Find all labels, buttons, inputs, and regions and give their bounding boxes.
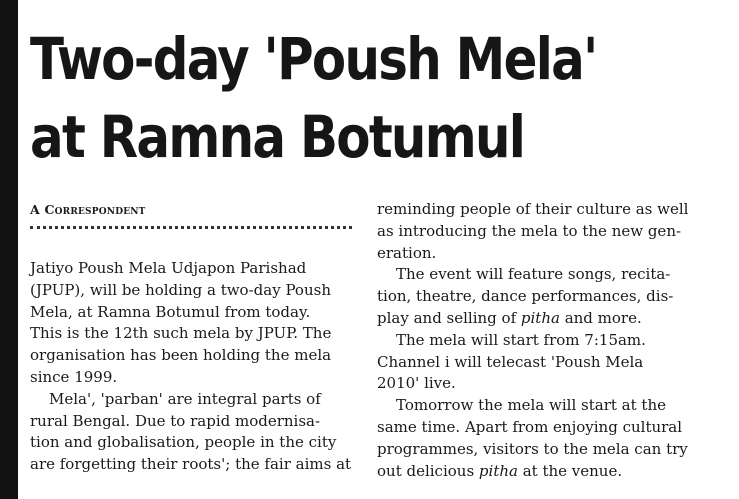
body-text: out delicious xyxy=(377,461,479,480)
body-line: The event will feature songs, recita- xyxy=(396,265,671,284)
body-line: reminding people of their culture as well xyxy=(377,200,689,218)
page-edge-bar xyxy=(0,0,18,499)
body-line: as introducing the mela to the new gen- xyxy=(377,221,682,240)
body-line: Mela', 'parban' are integral parts of xyxy=(49,389,321,408)
body-line: 2010' live. xyxy=(377,374,456,393)
headline-line-2: at Ramna Botumul xyxy=(30,103,525,171)
body-line: are forgetting their roots'; the fair aims at xyxy=(30,455,352,474)
body-line: (JPUP), will be holding a two-day Poush xyxy=(30,280,331,299)
body-line: organisation has been holding the mela xyxy=(30,346,332,365)
emphasis-pitha: pitha xyxy=(520,308,560,327)
emphasis-pitha: pitha xyxy=(478,461,518,480)
headline xyxy=(30,20,632,176)
body-column-left xyxy=(30,258,360,476)
body-text: play and selling of xyxy=(377,308,521,327)
body-line: Tomorrow the mela will start at the xyxy=(396,396,666,415)
body-text: at the venue. xyxy=(517,461,623,480)
body-line: Mela, at Ramna Botumul from today. xyxy=(30,302,311,321)
body-text: and more. xyxy=(559,308,642,327)
body-line: rural Bengal. Due to rapid modernisa- xyxy=(30,411,321,430)
body-line: same time. Apart from enjoying cultural xyxy=(377,417,683,436)
body-line: tion and globalisation, people in the city xyxy=(30,433,337,452)
body-line: since 1999. xyxy=(30,367,118,386)
body-line: Jatiyo Poush Mela Udjapon Parishad xyxy=(30,259,307,277)
headline-line-1: Two-day 'Poush Mela' xyxy=(30,25,597,93)
body-line: The mela will start from 7:15am. xyxy=(396,330,646,349)
body-line: eration. xyxy=(377,243,437,262)
body-line: Channel i will telecast 'Poush Mela xyxy=(377,352,644,371)
dotted-divider xyxy=(30,226,352,229)
body-line xyxy=(377,461,717,483)
byline: A Correspondent xyxy=(30,202,146,217)
body-column-right xyxy=(377,199,717,482)
body-line: programmes, visitors to the mela can try xyxy=(377,439,688,458)
body-line xyxy=(377,308,717,330)
body-line: This is the 12th such mela by JPUP. The xyxy=(30,324,332,343)
body-line: tion, theatre, dance performances, dis- xyxy=(377,287,674,306)
